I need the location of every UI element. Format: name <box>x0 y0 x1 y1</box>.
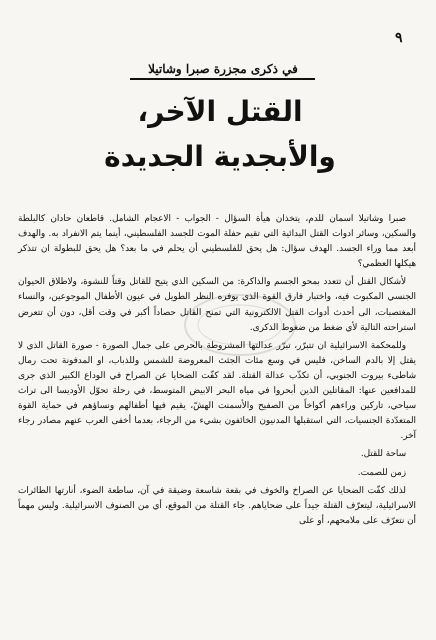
paragraph: لأشكال القتل أن تتعدد بمحو الجسم والذاكرة: من السكين الذي يتيح للقاتل وقتاً للنشوة، ولاطلاق الحيوان الجنسي المكبوت فيه، واختبار فارق القوة الذي يوفره النظر الطويل في عيون الأطفال الموجوعين، والنساء المغتصبات، الى أحدث أدوات القتل الالكترونية التي تمنح القاتل حصاداً أكبر في وقت أقل، دون أن تتعرض استراحته التالية لأي ضغط من ضغوط الذكرى. <box>18 277 416 333</box>
paragraph: ساحة للقتل. <box>360 449 406 460</box>
kicker-underline <box>130 78 315 80</box>
article-title-line-1: القتل الآخر، <box>137 95 303 128</box>
paragraph: زمن للصمت. <box>357 467 406 478</box>
article-body <box>18 212 416 532</box>
paragraph: وللمحكمة الاسرائيلية ان تتبرّر، تبرّر عدالتها المشروطة بالحرص على جمال الصورة - صورة القاتل الذي لا يقتل إلا بالدم الساخن، فليس في وسع مئات الجثث المعروضة للشمس وللذباب، او المدفونة تحت رمال شاطىء بيروت الجنوبي، أن تكذّب عدالة القتلة. لقد كفّت الضحايا عن الصراخ في الوداع الكبير الذي جرى للمدافعين عنها: المقاتلين الذين أبحروا في مياه البحر الابيض المتوسط، في رحلة تحوّل الأوديسا الى تراث سياحي، تاركين وراءهم أكواخاً من الصفيح والأسمنت الهشّ، يقيم فيها أطفالهم ونساؤهم في حماية القوة المتعدّدة الجنسيات، التي استقبلها المدنيون الخائفون بشيء من الرجاء، بعدما أخفى العرب عنهم مصادر رجاء آخر. <box>18 340 416 442</box>
page-number: ٩ <box>395 30 403 46</box>
paragraph: صبرا وشاتيلا اسمان للدم، يتخذان هيأة السؤال - الجواب - الاعجام الشامل. قاطعان حادان كالبلطة والسكين، وسائر ادوات القتل البدائية التي تقيم حفلة الموت للجسد الفلسطيني، أينما يتم الانفراد به. والهدف أبعد مما وراء الجسد. الهدف سؤال: هل يحق للفلسطيني أن يحلم في ما بعد؟ هل يحق للبطولة ان تتذكر هيكلها العظمي؟ <box>18 214 416 270</box>
paragraph: لذلك كفّت الضحايا عن الصراخ والخوف في بقعة شاسعة وضيقة في آن، ساطعة الضوء، أنارتها الطائرات الاسرائيلية، ليتعرّف القتلة جيداً على ضحاياهم. جاء القتلة من الموقع، أي من الصنوف الاسرائيلية. وليس مهماً أن نتعرّف على ملامحهم، أو على <box>18 485 416 526</box>
article-title-line-2: والأبجدية الجديدة <box>104 140 336 173</box>
section-kicker: في ذكرى مجزرة صبرا وشاتيلا <box>148 62 298 76</box>
